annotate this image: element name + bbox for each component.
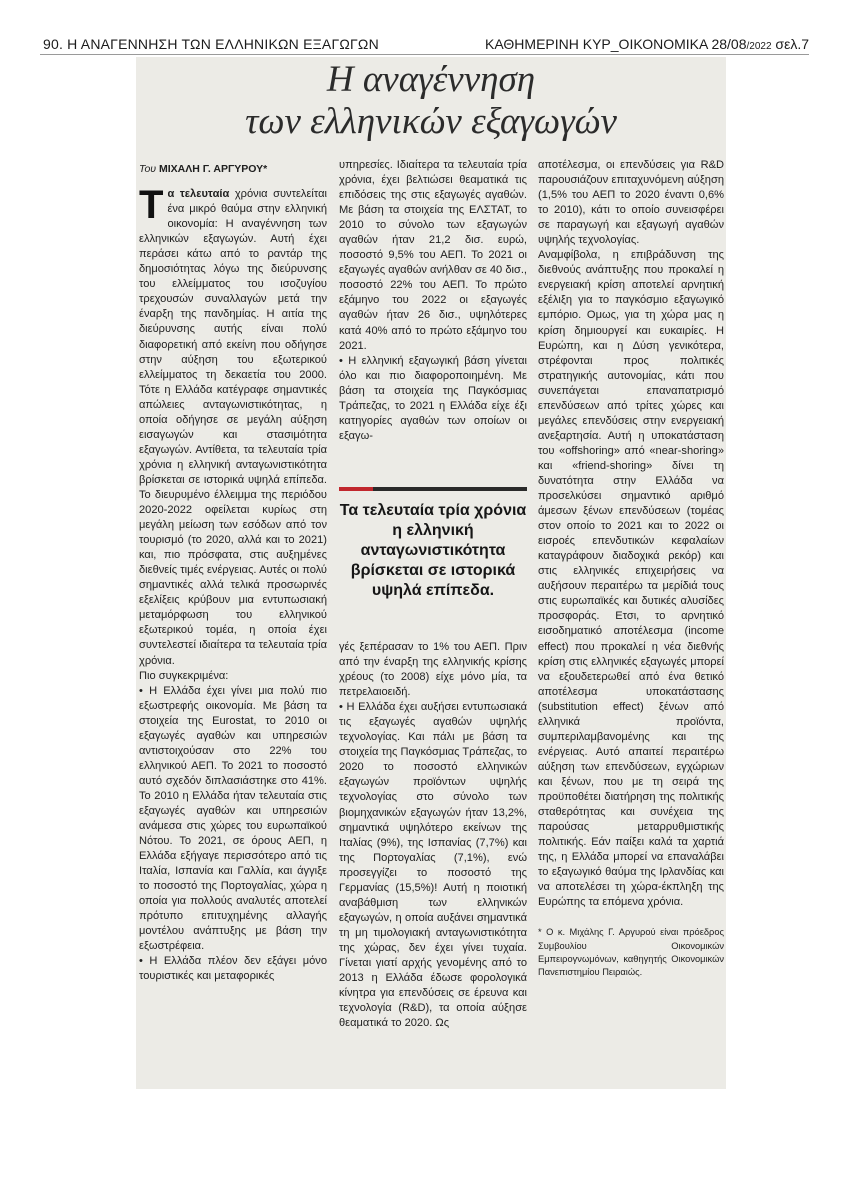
byline xyxy=(139,162,327,177)
paragraph: γές ξεπέρασαν το 1% του ΑΕΠ. Πριν από την έναρξη της ελληνικής κρίσης χρέους (το 2008) είχε μόνο μία, τα πετρελαιοειδή. xyxy=(339,641,527,699)
intro-paragraph xyxy=(139,183,327,669)
paragraph: • Η ελληνική εξαγωγική βάση γίνεται όλο και πιο διαφοροποιημένη. Με βάση τα στοιχεία της Παγκόσμιας Τράπεζας, το 2021 η Ελλάδα είχε έξι κατηγορίες αγαθών των οποίων οι εξαγω- xyxy=(339,354,527,442)
author-note: * Ο κ. Μιχάλης Γ. Αργυρού είναι πρόεδρος Συμβουλίου Οικονομικών Εμπειρογνωμόνων, καθηγητής Οικονομικών Πανεπιστημίου Πειραιώς. xyxy=(538,927,724,977)
paragraph: • Η Ελλάδα έχει γίνει μια πολύ πιο εξωστρεφής οικονομία. Με βάση τα στοιχεία της Eurostat, το 2010 οι εξαγωγές αγαθών και υπηρεσιών αντιστοιχούσαν στο 22% του ελληνικού ΑΕΠ. Το 2021 το ποσοστό αυτό σχεδόν διπλασιάστηκε στο 41%. Το 2010 η Ελλάδα ήταν τελευταία στις εξαγωγές αγαθών και υπηρεσιών ανάμεσα στις χώρες του ευρωπαϊκού Νότου. Το 2021, σε όρους ΑΕΠ, η Ελλάδα εξήγαγε περισσότερο από τις Ιταλία, Ισπανία και Γαλλία, και άγγιξε το ποσοστό της Πορτογαλίας, χώρα η οποία για πολλούς αναλυτές αποτελεί πρότυπο επιτυχημένης αλλαγής μοντέλου ανάπτυξης με βάση την εξωστρέφεια. xyxy=(139,684,327,953)
pull-quote xyxy=(339,487,527,649)
header-page: σελ.7 xyxy=(771,36,809,52)
paragraph: αποτέλεσμα, οι επενδύσεις για R&D παρουσιάζουν επιταχυνόμενη αύξηση (1,5% του ΑΕΠ το 2020 έναντι 0,6% το 2010), κάτι το οποίο συνεισφέρει σε παραγωγή και εξαγωγή αγαθών υψηλής τεχνολογίας. xyxy=(538,159,724,247)
header-year: /2022 xyxy=(746,41,772,52)
article-column-2-continued xyxy=(339,640,527,1031)
paragraph: Πιο συγκεκριμένα: xyxy=(139,669,229,682)
dropcap: Τ xyxy=(139,183,164,228)
article-column-1 xyxy=(139,162,327,985)
pull-quote-text: Τα τελευταία τρία χρόνια η ελληνική ανταγωνιστικότητα βρίσκεται σε ιστορικά υψηλά επίπεδα. xyxy=(339,502,527,599)
paragraph: • Η Ελλάδα πλέον δεν εξάγει μόνο τουριστικές και μεταφορικές xyxy=(139,955,327,983)
paragraph: υπηρεσίες. Ιδιαίτερα τα τελευταία τρία χρόνια, έχει βελτιώσει θεαματικά τις επιδόσεις της στις εξαγωγές αγαθών. Με βάση τα στοιχεία της ΕΛΣΤΑΤ, το 2010 το σύνολο των εξαγωγών αγαθών ήταν 21,2 δισ. ευρώ, ποσοστό 9,5% του ΑΕΠ. Το 2021 οι εξαγωγές αγαθών ανήλθαν σε 40 δισ., ποσοστό 22% του ΑΕΠ. Το πρώτο εξάμηνο του 2022 οι εξαγωγές αγαθών ήταν 26 δισ., υψηλότερες κατά 40% από το πρώτο εξάμηνο του 2021. xyxy=(339,159,527,352)
pull-quote-accent xyxy=(339,487,373,491)
header-right-source xyxy=(485,36,809,52)
headline-line-1: Η αναγέννηση xyxy=(326,59,536,100)
byline-prefix: Του xyxy=(139,163,159,175)
byline-author: ΜΙΧΑΛΗ Γ. ΑΡΓΥΡΟΥ* xyxy=(159,163,268,175)
paragraph: • Η Ελλάδα έχει αυξήσει εντυπωσιακά τις εξαγωγές αγαθών υψηλής τεχνολογίας. Και πάλι με βάση τα στοιχεία της Παγκόσμιας Τράπεζας, το 2020 το ποσοστό ελληνικών εξαγωγών προϊόντων υψηλής τεχνολογίας στο σύνολο των βιομηχανικών εξαγωγών ήταν 13,2%, σημαντικά υψηλότερο εκείνων της Ιταλίας (9%), της Ισπανίας (7,7%) και της Πορτογαλίας (7,1%), ενώ προσεγγίζει το ποσοστό της Γερμανίας (15,5%)! Αυτή η ποιοτική αναβάθμιση των ελληνικών εξαγωγών, η οποία αυξάνει σημαντικά τη μη τιμολογιακή ανταγωνιστικότητα της χώρας, δεν έχει γίνει τυχαία. Γίνεται γιατί αρχής γενομένης από το 2013 η Ελλάδα έδωσε φορολογικά κίνητρα για επενδύσεις σε έρευνα και τεχνολογία (R&D), τα οποία αύξησε θεαματικά το 2020. Ως xyxy=(339,701,527,1030)
article-headline xyxy=(136,59,726,143)
newspaper-clipping xyxy=(136,57,726,1089)
lead-words: α τελευταία xyxy=(167,188,230,201)
header-source: ΚΑΘΗΜΕΡΙΝΗ ΚΥΡ_ΟΙΚΟΝΟΜΙΚΑ 28/08 xyxy=(485,36,747,52)
intro-text: χρόνια συντελείται ένα μικρό θαύμα στην ελληνική οικονομία: Η αναγέννηση των ελληνικών εξαγωγών. Αυτή έχει περάσει κάτω από το ραντάρ της δημοσιότητας λόγω της διεύρυνσης του ελλείμματος του ισοζυγίου τρεχουσών συναλλαγών μετά την έναρξη της πανδημίας. Η αιτία της διεύρυνσης αυτής είναι πολύ διαφορετική από εκείνη που οδήγησε στην αύξηση του εξωτερικού ελλείμματος τη δεκαετία του 2000. Τότε η Ελλάδα κατέγραφε σημαντικές απώλειες ανταγωνιστικότητας, η οποία οδήγησε σε μεγάλη αύξηση εισαγωγών και στασιμότητα εξαγωγών. Αντίθετα, τα τελευταία τρία χρόνια η ελληνική ανταγωνιστικότητα βρίσκεται σε ιστορικά υψηλά επίπεδα. Το διευρυμένο έλλειμμα της περιόδου 2020-2022 οφείλεται κυρίως στη μεγάλη μείωση των εσόδων από τον τουρισμό (το 2020, αλλά και το 2021) και, πιο πρόσφατα, στις αυξημένες διεθνείς τιμές ενέργειας. Αυτές οι πολύ σημαντικές αλλά τελικά προσωρινές εξελίξεις κρύβουν μια εντυπωσιακή μεταμόρφωση του ελληνικού εξωτερικού τομέα, η οποία έχει συντελεστεί ιδιαίτερα τα τελευταία τρία χρόνια. xyxy=(139,188,327,667)
article-column-2 xyxy=(339,158,527,444)
header-left-title: 90. Η ΑΝΑΓΕΝΝΗΣΗ ΤΩΝ ΕΛΛΗΝΙΚΩΝ ΕΞΑΓΩΓΩΝ xyxy=(43,36,379,52)
article-column-3 xyxy=(538,158,724,979)
headline-line-2: των ελληνικών εξαγωγών xyxy=(245,101,617,142)
paragraph: Αναμφίβολα, η επιβράδυνση της διεθνούς ανάπτυξης που προκαλεί η ενεργειακή κρίση αποτελεί αρνητική εξέλιξη για το παγκόσμιο εξαγωγικό εμπόριο. Ομως, για τη χώρα μας η κρίση δημιουργεί και ευκαιρίες. Η Ευρώπη, και η Δύση γενικότερα, στρέφονται προς πολιτικές στρατηγικής αυτονομίας, κάτι που συνεπάγεται επαναπατρισμό επενδύσεων από τρίτες χώρες και μεγάλες επενδύσεις στην ενεργειακή ανεξαρτησία. Αυτή η υποκατάσταση του «offshoring» από «near-shoring» και «friend-shoring» δίνει τη δυνατότητα στην Ελλάδα να προσελκύσει σημαντικό αριθμό άμεσων ξένων επενδύσεων (τομέας στον οποίο το 2021 και το 2022 οι εισροές επενδυτικών κεφαλαίων καταγράφουν διαδοχικά ρεκόρ) και στις ελληνικές επιχειρήσεις να αυξήσουν περαιτέρω τα μερίδιά τους στις ευρωπαϊκές και δυτικές αλυσίδες προσφοράς. Ετσι, το αρνητικό εισοδηματικό αποτέλεσμα (income effect) που προκαλεί η νέα διεθνής κρίση στις ελληνικές εξαγωγές μπορεί να εξουδετερωθεί από ένα θετικό αποτέλεσμα υποκατάστασης (substitution effect) ξένων από ελληνικά προϊόντα, συμπεριλαμβανομένης και της ενέργειας. Αυτό απαιτεί περαιτέρω αύξηση των επενδύσεων, εγχώριων και ξένων, που με τη σειρά της προϋποθέτει διατήρηση της πολιτικής σταθερότητας και συνέχεια της παρούσας μεταρρυθμιστικής πολιτικής. Εάν παίξει καλά τα χαρτιά της, η Ελλάδα μπορεί να επαναλάβει το εξαγωγικό θαύμα της Ιρλανδίας και να αποτελέσει τη χώρα-έκπληξη της Ευρώπης τα επόμενα χρόνια. xyxy=(538,249,724,909)
header-divider xyxy=(40,54,809,55)
